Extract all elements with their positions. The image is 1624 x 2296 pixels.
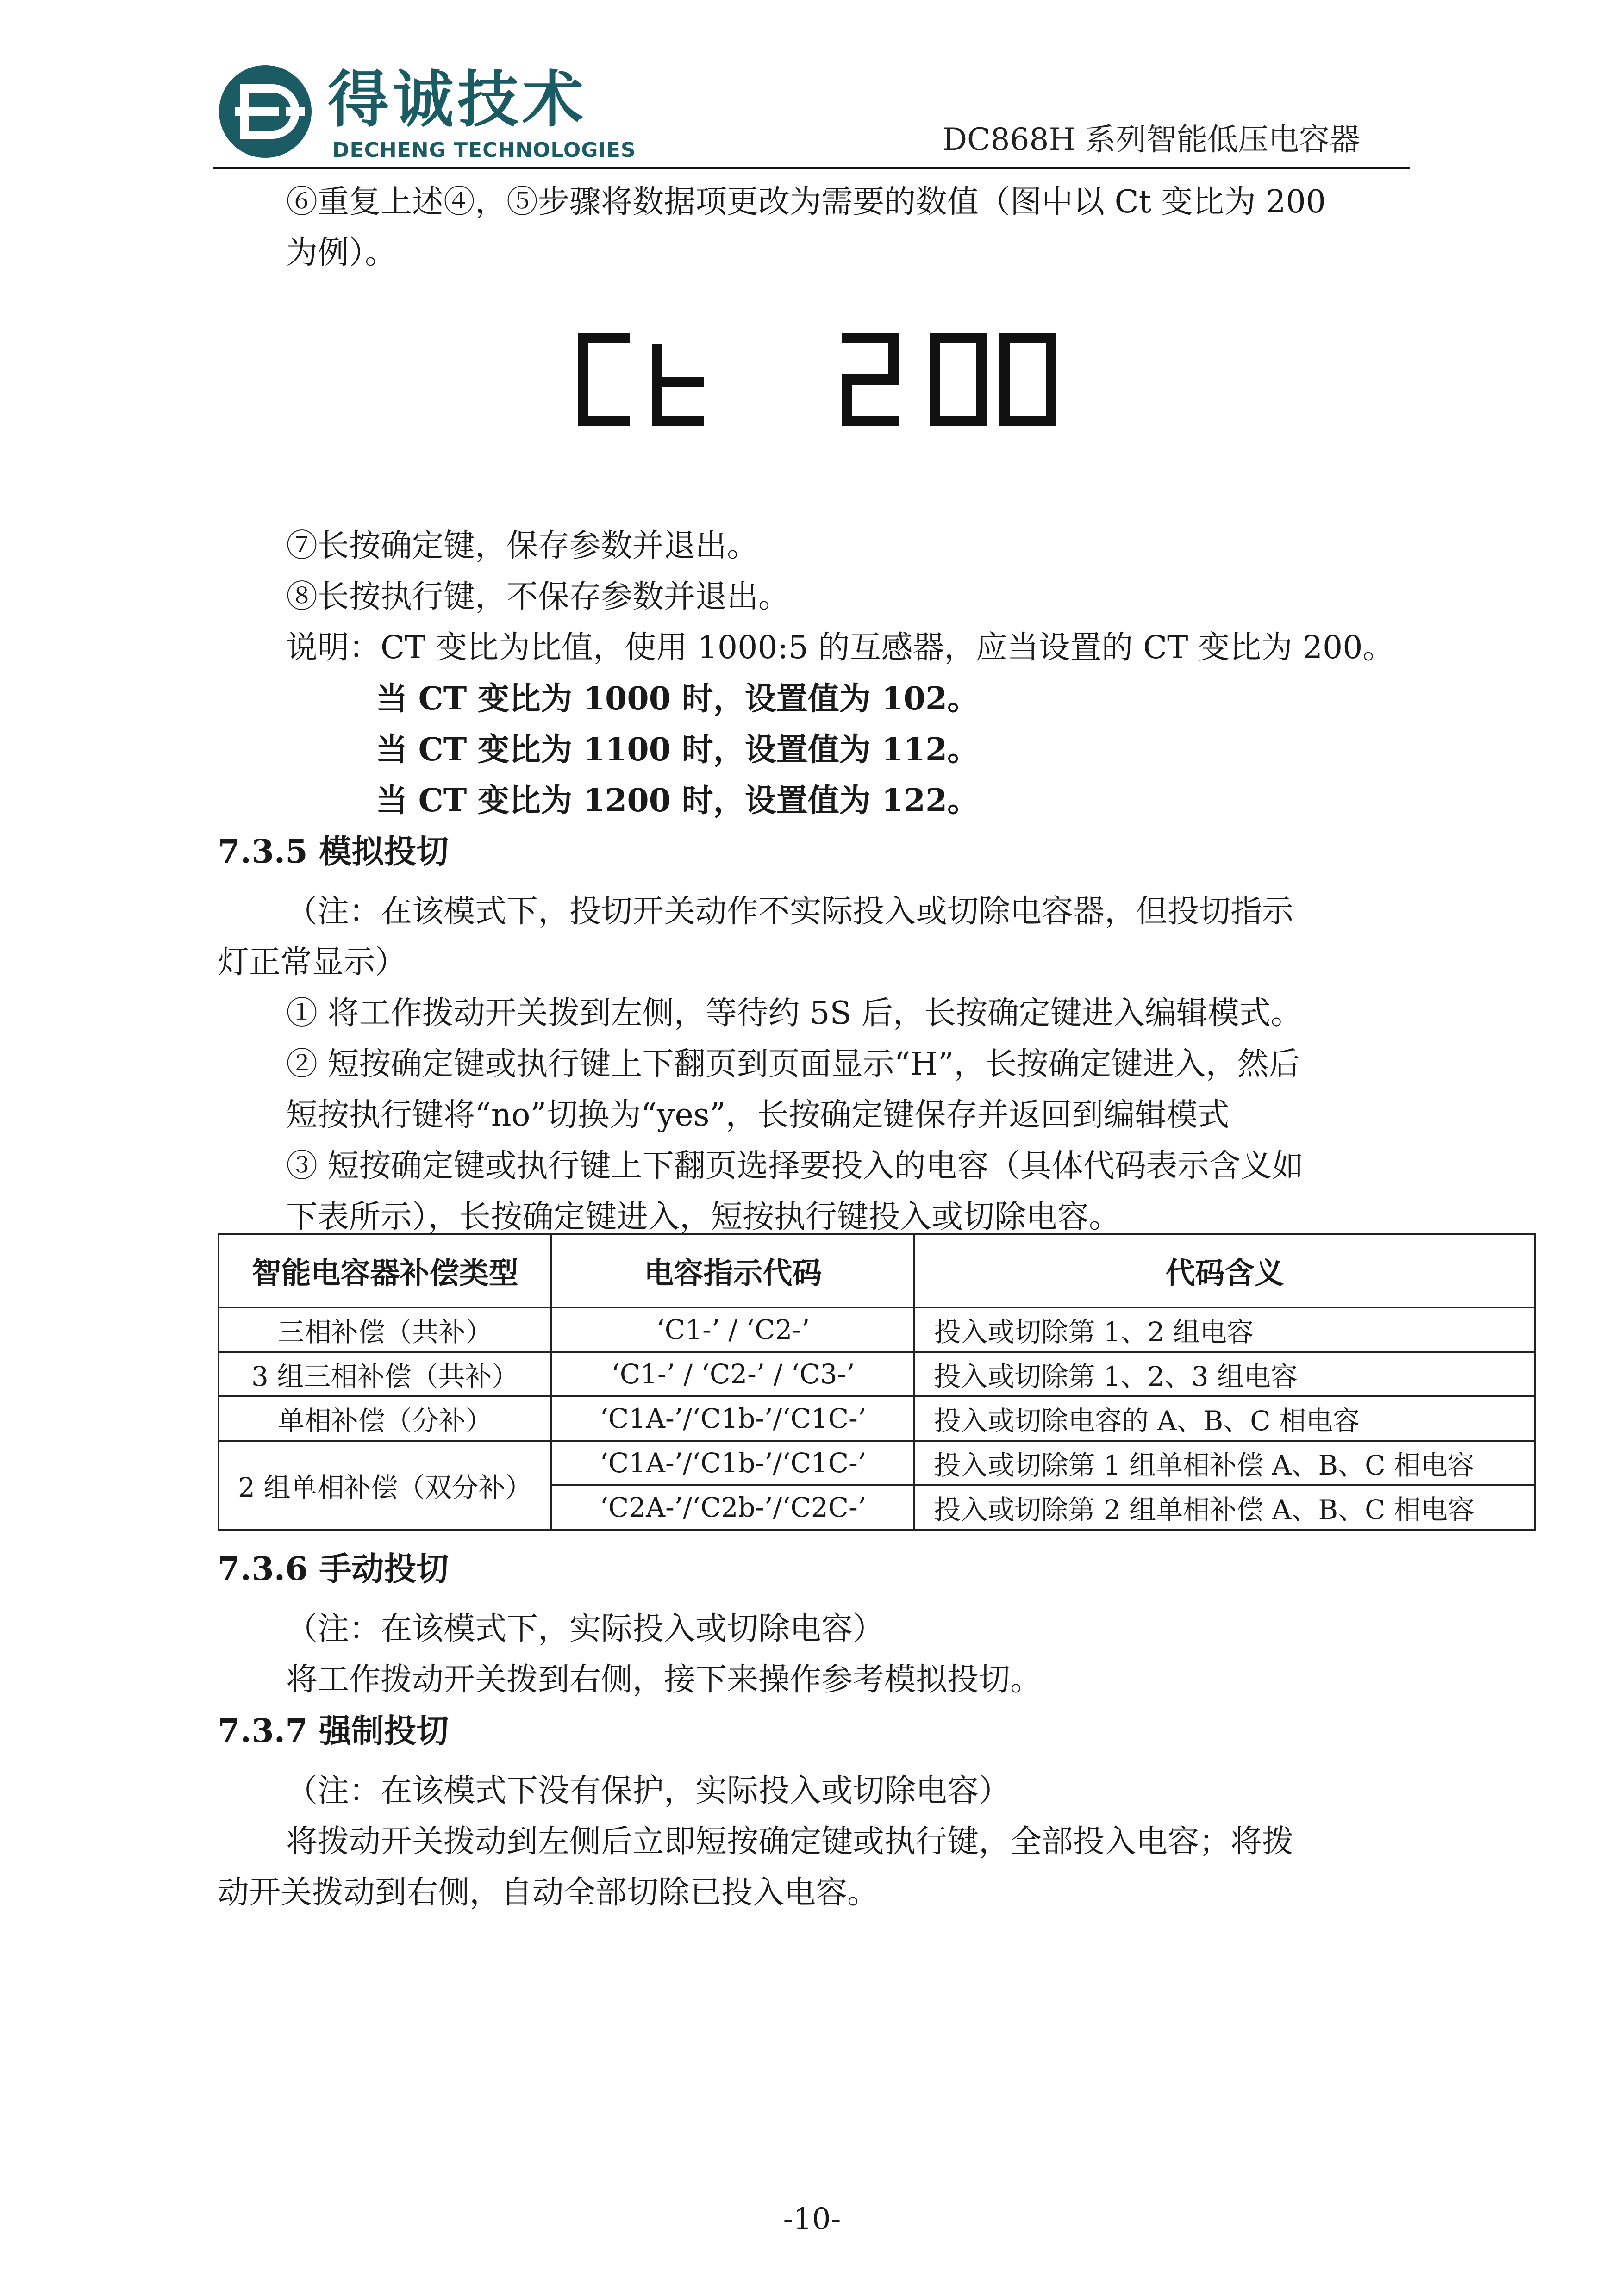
header-divider — [213, 167, 1410, 169]
table-row — [219, 1441, 1535, 1485]
sec737-text-line1: 将拨动开关拨动到左侧后立即短按确定键或执行键，全部投入电容；将拨 — [286, 1823, 1294, 1860]
sec735-step1: ① 将工作拨动开关拨到左侧，等待约 5S 后，长按确定键进入编辑模式。 — [286, 995, 1302, 1032]
document-title: DC868H 系列智能低压电容器 — [943, 122, 1360, 157]
lcd-digit-t — [657, 349, 699, 421]
table-header-code: 电容指示代码 — [551, 1234, 914, 1307]
sec735-step2-line2: 短按执行键将“no”切换为“yes”，长按确定键保存并返回到编辑模式 — [286, 1097, 1230, 1133]
logo-chinese-name: 得诚技术 — [328, 64, 587, 136]
sec737-note: （注：在该模式下没有保护，实际投入或切除电容） — [286, 1773, 1011, 1809]
table-cell-meaning: 投入或切除第 1、2 组电容 — [914, 1307, 1535, 1352]
table-cell-meaning: 投入或切除第 1、2、3 组电容 — [914, 1352, 1535, 1396]
table-cell-type: 3 组三相补偿（共补） — [219, 1352, 551, 1396]
logo-mark-icon — [217, 63, 314, 160]
capacitor-code-table — [218, 1233, 1536, 1531]
sec737-text-line2: 动开关拨动到右侧，自动全部切除已投入电容。 — [218, 1874, 879, 1911]
logo-english-name: DECHENG TECHNOLOGIES — [332, 138, 636, 162]
table-row — [219, 1307, 1535, 1352]
lcd-display — [569, 324, 1060, 435]
sec736-text: 将工作拨动开关拨到右侧，接下来操作参考模拟投切。 — [286, 1661, 1042, 1698]
table-cell-type: 三相补偿（共补） — [219, 1307, 551, 1352]
table-row — [219, 1352, 1535, 1396]
ct-note: 说明：CT 变比为比值，使用 1000:5 的互感器，应当设置的 CT 变比为 200。 — [286, 629, 1394, 666]
table-cell-code: ‘C1-’ / ‘C2-’ / ‘C3-’ — [551, 1352, 914, 1396]
company-logo — [217, 59, 636, 166]
lcd-digit-0a — [935, 338, 981, 421]
page-number: -10- — [783, 2202, 841, 2236]
lcd-digit-2 — [847, 338, 893, 421]
table-cell-code: ‘C1-’ / ‘C2-’ — [551, 1307, 914, 1352]
table-cell-type: 2 组单相补偿（双分补） — [219, 1441, 551, 1530]
table-cell-meaning: 投入或切除第 1 组单相补偿 A、B、C 相电容 — [914, 1441, 1535, 1485]
ct-example-1000: 当 CT 变比为 1000 时，设置值为 102。 — [376, 680, 979, 717]
lcd-digit-0b — [1005, 338, 1051, 421]
step8: ⑧长按执行键，不保存参数并退出。 — [286, 579, 790, 615]
table-cell-code: ‘C1A-’/‘C1b-’/‘C1C-’ — [551, 1441, 914, 1485]
step6-line2: 为例）。 — [286, 235, 397, 271]
table-row — [219, 1396, 1535, 1441]
sec735-note-line2: 灯正常显示） — [218, 944, 407, 981]
step6-line1: ⑥重复上述④，⑤步骤将数据项更改为需要的数值（图中以 Ct 变比为 200 — [286, 184, 1326, 220]
lcd-segments — [569, 324, 1060, 435]
sec736-note: （注：在该模式下，实际投入或切除电容） — [286, 1611, 885, 1647]
table-cell-code: ‘C2A-’/‘C2b-’/‘C2C-’ — [551, 1485, 914, 1530]
sec735-note-line1: （注：在该模式下，投切开关动作不实际投入或切除电容器，但投切指示 — [286, 893, 1294, 930]
table-cell-meaning: 投入或切除第 2 组单相补偿 A、B、C 相电容 — [914, 1485, 1535, 1530]
table-header-meaning: 代码含义 — [914, 1234, 1535, 1307]
sec735-step2-line1: ② 短按确定键或执行键上下翻页到页面显示“H”，长按确定键进入，然后 — [286, 1046, 1300, 1083]
section-7-3-7-title: 7.3.7 强制投切 — [218, 1711, 449, 1750]
step7: ⑦长按确定键，保存参数并退出。 — [286, 528, 759, 564]
sec735-step3-line2: 下表所示），长按确定键进入，短按执行键投入或切除电容。 — [286, 1199, 1121, 1235]
table-cell-code: ‘C1A-’/‘C1b-’/‘C1C-’ — [551, 1396, 914, 1441]
section-7-3-5-title: 7.3.5 模拟投切 — [218, 832, 449, 871]
ct-example-1100: 当 CT 变比为 1100 时，设置值为 112。 — [376, 731, 979, 768]
section-7-3-6-title: 7.3.6 手动投切 — [218, 1549, 449, 1588]
table-header-row — [219, 1234, 1535, 1307]
table-header-type: 智能电容器补偿类型 — [219, 1234, 551, 1307]
lcd-digit-C — [583, 338, 625, 421]
ct-example-1200: 当 CT 变比为 1200 时，设置值为 122。 — [376, 782, 979, 819]
sec735-step3-line1: ③ 短按确定键或执行键上下翻页选择要投入的电容（具体代码表示含义如 — [286, 1148, 1304, 1184]
table-cell-meaning: 投入或切除电容的 A、B、C 相电容 — [914, 1396, 1535, 1441]
table-cell-type: 单相补偿（分补） — [219, 1396, 551, 1441]
